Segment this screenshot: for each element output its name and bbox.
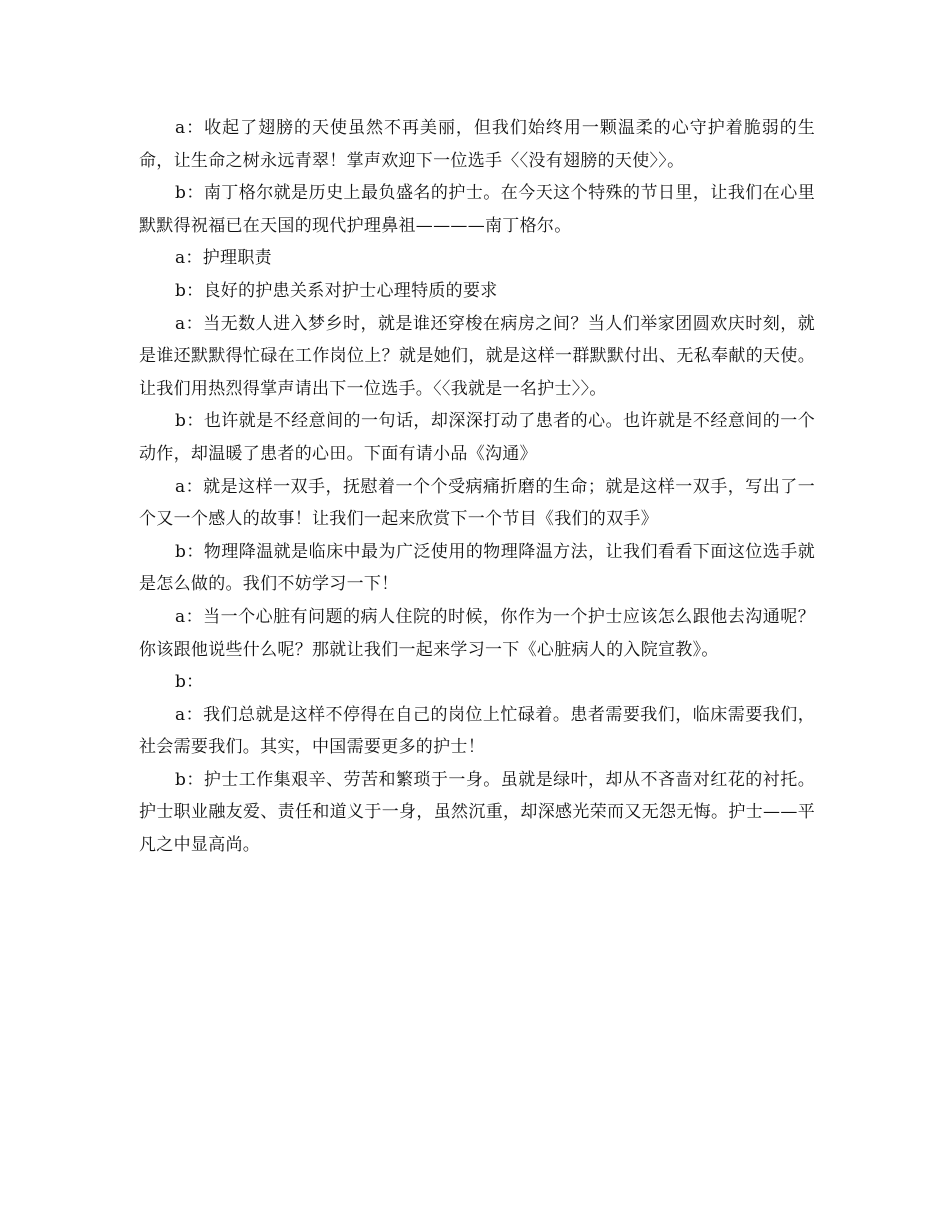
paragraph: a：当一个心脏有问题的病人住院的时候，你作为一个护士应该怎么跟他去沟通呢？你该跟他说些什么呢？那就让我们一起来学习一下《心脏病人的入院宣教》。 xyxy=(139,606,815,660)
paragraph: b：良好的护患关系对护士心理特质的要求 xyxy=(175,280,498,301)
paragraph: b：护士工作集艰辛、劳苦和繁琐于一身。虽就是绿叶，却从不吝啬对红花的衬托。护士职业融友爱、责任和道义于一身，虽然沉重，却深感光荣而又无怨无悔。护士——平凡之中显高尚。 xyxy=(139,769,815,856)
paragraph: b：物理降温就是临床中最为广泛使用的物理降温方法，让我们看看下面这位选手就是怎么做的。我们不妨学习一下！ xyxy=(139,541,815,595)
paragraph: a：当无数人进入梦乡时，就是谁还穿梭在病房之间？当人们举家团圆欢庆时刻，就是谁还默默得忙碌在工作岗位上？就是她们，就是这样一群默默付出、无私奉献的天使。让我们用热烈得掌声请出下一位选手。〈〈我就是一名护士〉〉。 xyxy=(139,313,815,399)
paragraph: b： xyxy=(175,672,204,693)
paragraph: a：我们总就是这样不停得在自己的岗位上忙碌着。患者需要我们，临床需要我们，社会需要我们。其实，中国需要更多的护士！ xyxy=(139,704,815,758)
paragraph: a：就是这样一双手，抚慰着一个个受病痛折磨的生命；就是这样一双手，写出了一个又一个感人的故事！让我们一起来欣赏下一个节目《我们的双手》 xyxy=(139,476,815,530)
paragraph: b：也许就是不经意间的一句话，却深深打动了患者的心。也许就是不经意间的一个动作，却温暖了患者的心田。下面有请小品《沟通》 xyxy=(139,411,815,464)
paragraph: a：收起了翅膀的天使虽然不再美丽，但我们始终用一颗温柔的心守护着脆弱的生命，让生命之树永远青翠！掌声欢迎下一位选手〈〈没有翅膀的天使〉〉。 xyxy=(139,118,815,171)
document-body xyxy=(139,112,815,862)
paragraph: a：护理职责 xyxy=(175,248,272,269)
paragraph: b：南丁格尔就是历史上最负盛名的护士。在今天这个特殊的节日里，让我们在心里默默得祝福已在天国的现代护理鼻祖————南丁格尔。 xyxy=(139,183,815,236)
